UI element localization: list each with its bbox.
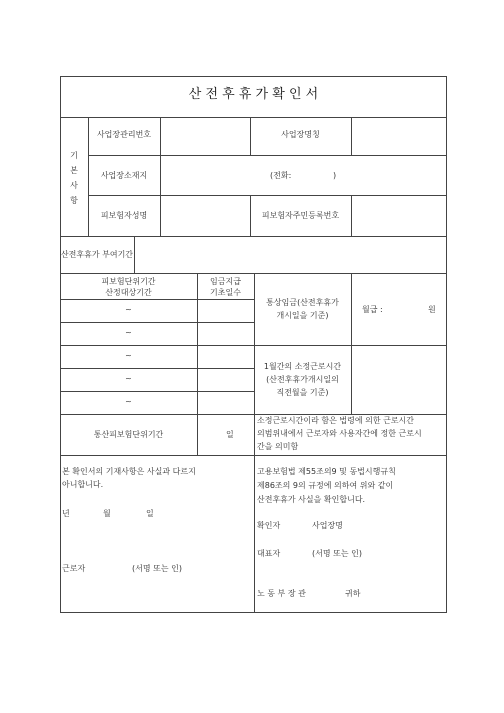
period-row-4[interactable]: ~ (125, 374, 132, 383)
work-hours-label-1: 1월간의 소정근로시간 (263, 362, 342, 371)
date-day: 일 (146, 509, 154, 518)
workplace-mgmt-no-label: 사업장관리번호 (96, 130, 152, 139)
form-title: 산 전 후 휴 가 확 인 서 (188, 87, 319, 102)
note-line-2: 의범위내에서 근로자와 사용자간에 정한 근로시 (257, 429, 422, 438)
note-line-3: 간을 의미함 (257, 442, 299, 451)
law-line-3: 산전후휴가 사실을 확인합니다. (257, 495, 366, 504)
monthly-wage-label: 월급 : (362, 305, 383, 314)
unit-period-header-1: 피보험단위기간 (101, 277, 156, 286)
basic-char-1: 기 (70, 151, 78, 160)
date-year: 년 (62, 509, 70, 518)
wage-days-header-2: 기초일수 (210, 288, 241, 297)
confirmer-label: 확인자 (257, 521, 281, 530)
unit-period-header-2: 산정대상기간 (105, 288, 152, 297)
leave-period-field[interactable] (135, 237, 446, 273)
insured-rrn-field[interactable] (352, 196, 446, 236)
honorific: 귀하 (345, 589, 361, 598)
confirm-line-2: 아니합니다. (62, 480, 104, 489)
law-line-2: 제86조의 9의 규정에 의하여 위와 같이 (257, 481, 394, 490)
insured-name-field[interactable] (161, 196, 250, 236)
representative-label: 대표자 (257, 549, 281, 558)
ordinary-wage-label-2: 개시일을 기준) (276, 311, 329, 320)
insured-name-label: 피보험자성명 (100, 211, 148, 220)
law-line-1: 고용보험법 제55조의9 및 동법시행규칙 (257, 467, 396, 476)
basic-char-3: 사 (70, 181, 78, 190)
date-month: 월 (103, 509, 111, 518)
work-hours-label-3: 직전월을 기준) (276, 388, 329, 397)
note-line-1: 소정근로시간이라 함은 법령에 의한 근로시간 (257, 416, 415, 425)
period-row-3[interactable]: ~ (125, 351, 132, 360)
basic-info-section-label (63, 150, 85, 206)
insured-rrn-label: 피보험자주민등록번호 (261, 211, 340, 220)
workplace-address-label: 사업장소재지 (100, 171, 148, 180)
basic-char-4: 항 (70, 196, 78, 205)
won-unit: 원 (428, 305, 436, 314)
wage-days-header-1: 임금지급 (210, 277, 241, 286)
phone-close: ) (333, 171, 337, 180)
workplace-name-field[interactable] (352, 118, 446, 155)
total-unit-period-label: 통산피보험단위기간 (93, 430, 164, 439)
work-hours-field[interactable] (352, 346, 446, 414)
workplace-mgmt-no-field[interactable] (161, 118, 250, 155)
workplace-address-field[interactable] (161, 156, 446, 195)
worker-signature[interactable]: (서명 또는 인) (132, 564, 182, 573)
representative-signature[interactable]: (서명 또는 인) (312, 549, 362, 558)
basic-char-2: 본 (70, 166, 78, 175)
period-row-5[interactable]: ~ (125, 397, 132, 406)
confirmer-workplace-label: 사업장명 (312, 521, 343, 530)
period-row-2[interactable]: ~ (125, 328, 132, 337)
confirm-line-1: 본 확인서의 기재사항은 사실과 다르지 (62, 467, 196, 476)
total-days-unit: 일 (226, 430, 234, 439)
phone-open: (전화: (270, 171, 292, 180)
worker-label: 근로자 (62, 564, 86, 573)
addressee: 노 동 부 장 관 (257, 589, 306, 598)
workplace-name-label: 사업장명칭 (281, 130, 320, 139)
period-row-1[interactable]: ~ (125, 305, 132, 314)
leave-period-label: 산전후휴가 부여기간 (60, 250, 134, 259)
work-hours-label-2: (산전후휴가개시일의 (266, 375, 339, 384)
ordinary-wage-label-1: 통상임금(산전후휴가 (266, 298, 339, 307)
